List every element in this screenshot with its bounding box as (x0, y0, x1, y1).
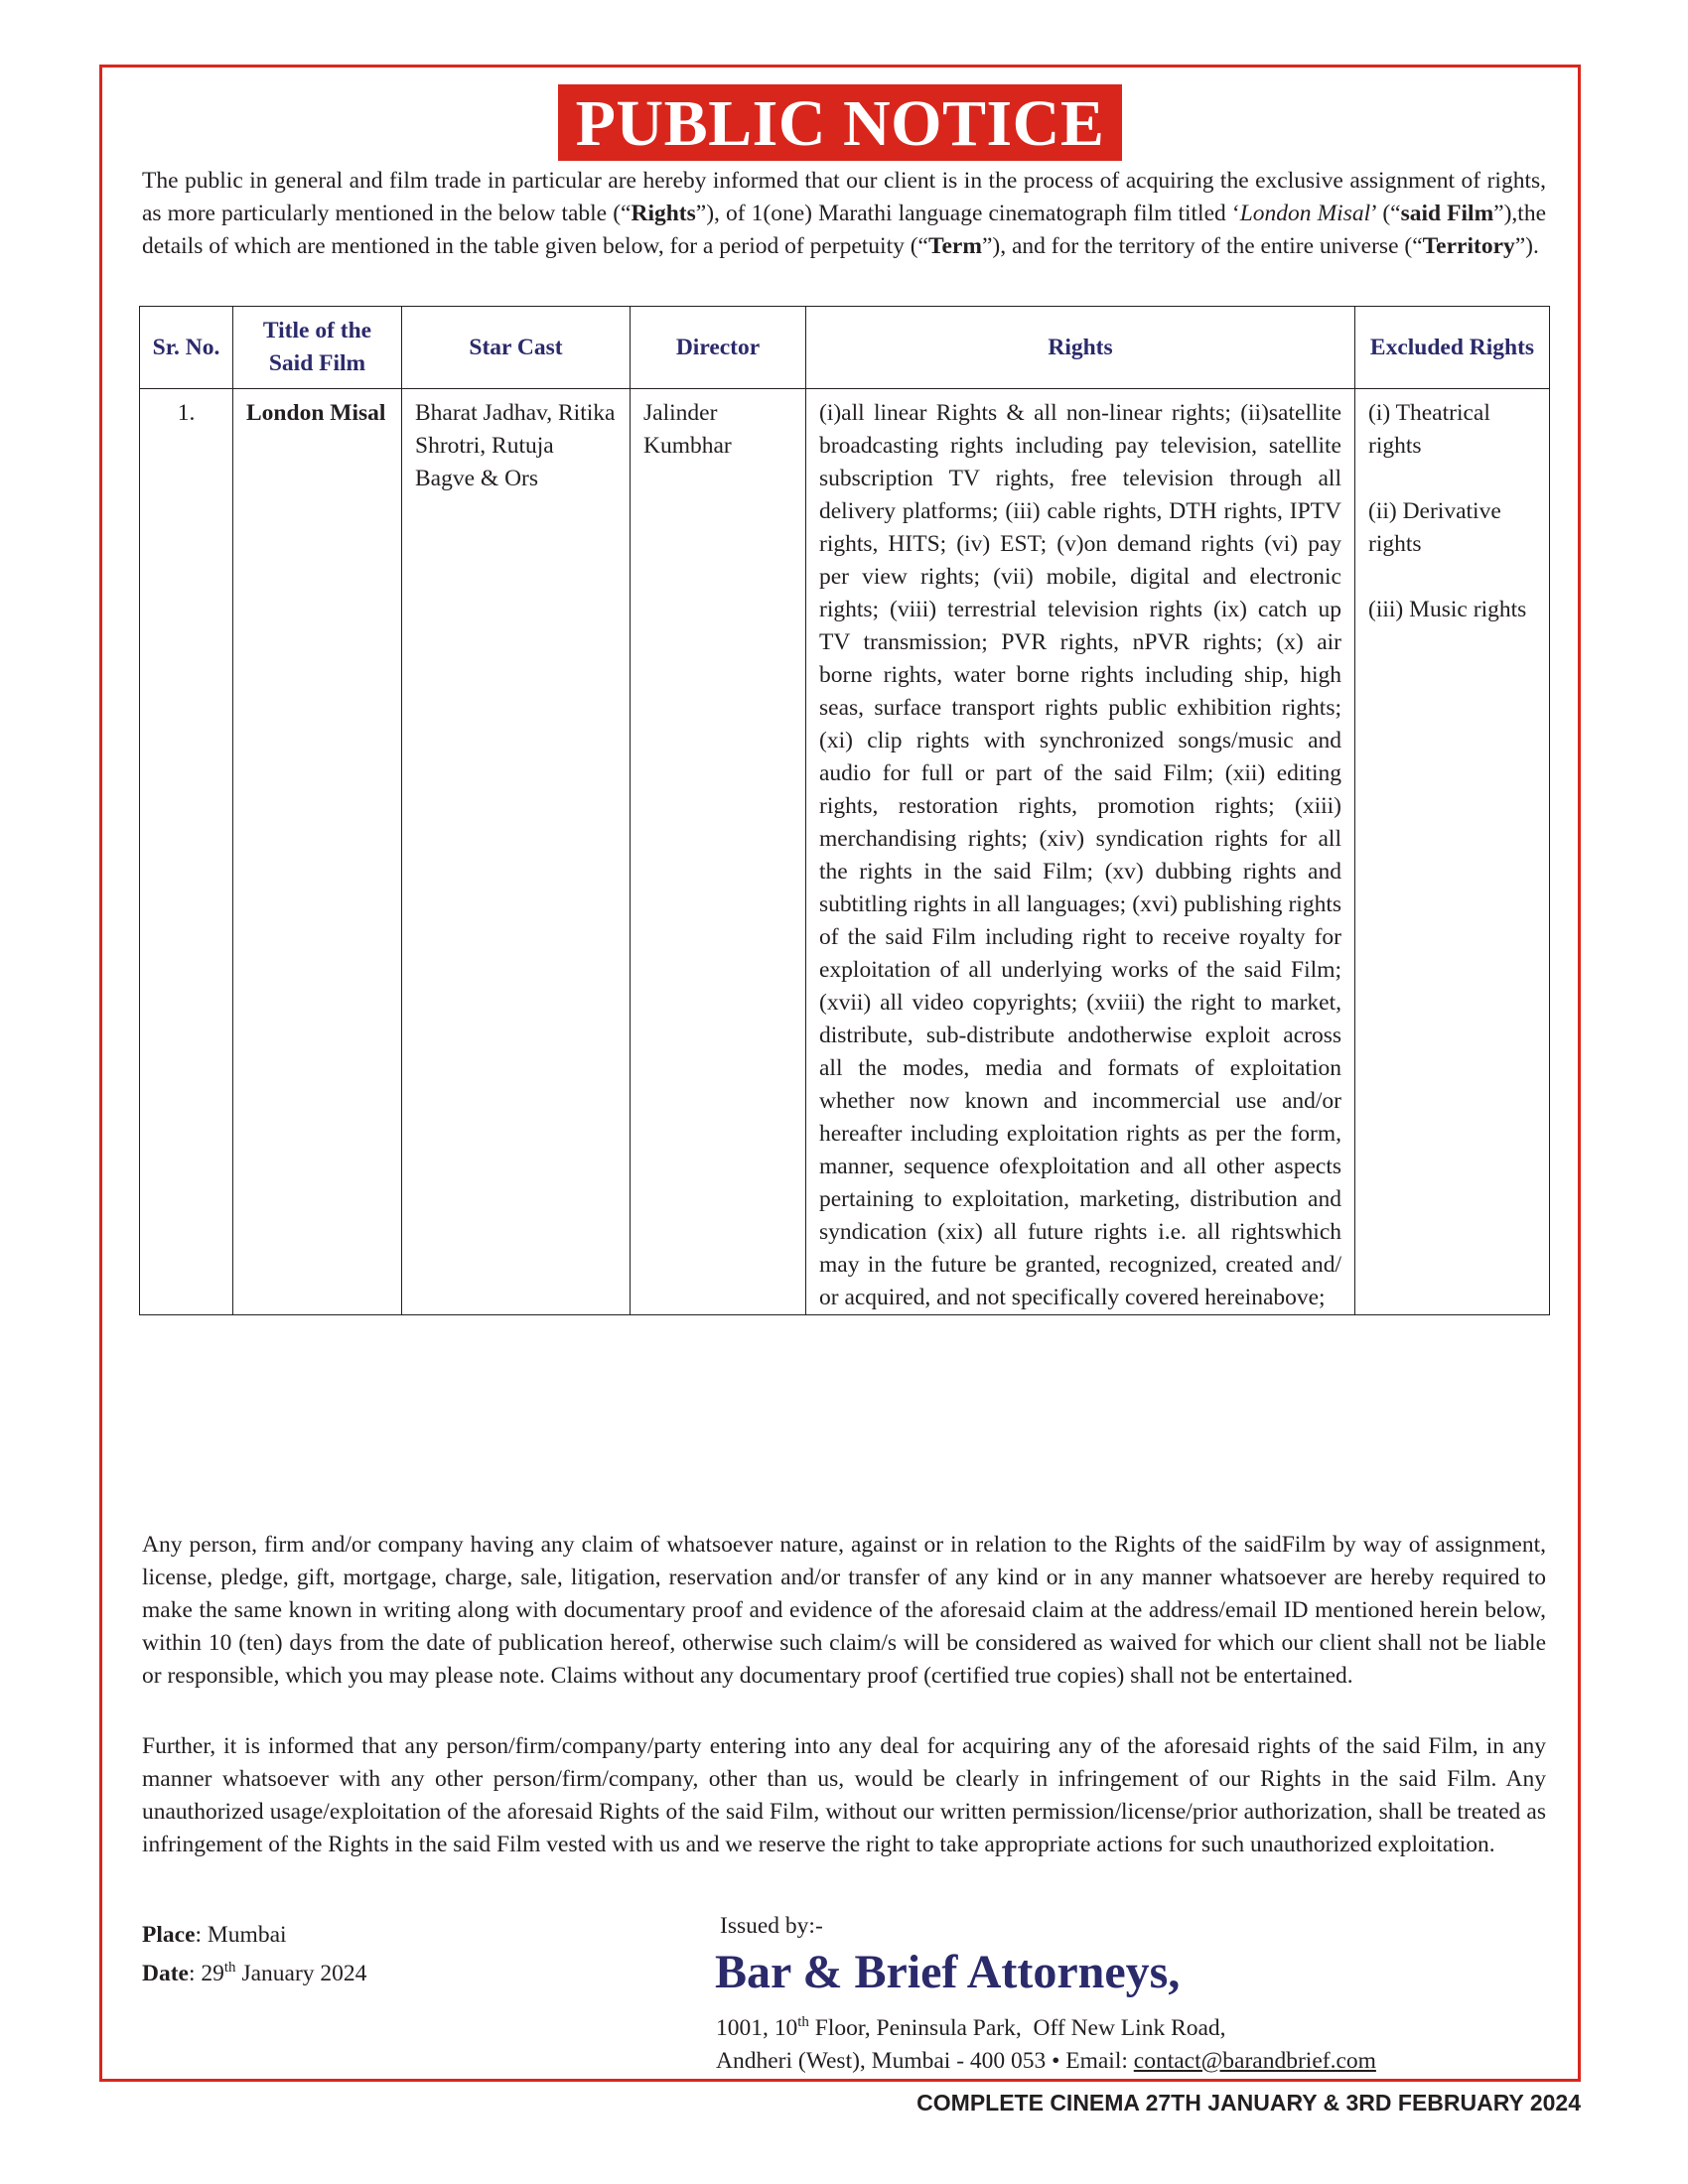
date-rest: January 2024 (235, 1960, 367, 1986)
cell-film-title (233, 389, 402, 1315)
cell-star-cast: Bharat Jadhav, Ritika Shrotri, Rutuja Bagve & Ors (402, 389, 631, 1315)
place-label: Place (142, 1922, 196, 1948)
excluded-item-music: (iii) Music rights (1368, 597, 1527, 622)
header-rights: Rights (806, 307, 1355, 389)
email-link[interactable]: contact@barandbrief.com (1133, 2047, 1376, 2074)
rights-term: Rights (631, 201, 696, 226)
header-excluded-rights: Excluded Rights (1355, 307, 1550, 389)
intro-text-1: The public in general and film trade in particular are hereby informed that our client is in the process of acquiring the exclusive assignment of rights, as more particularly mentioned in the below table (“ (142, 168, 1546, 226)
address-line-1-a: 1001, 10 (716, 2014, 798, 2041)
address-floor-suffix: th (797, 2014, 809, 2030)
date-suffix: th (223, 1960, 236, 1976)
title-wrap (102, 84, 1578, 161)
header-star-cast: Star Cast (402, 307, 631, 389)
intro-text-5: ”), and for the territory of the entire universe (“ (981, 233, 1423, 259)
cell-sr-no: 1. (140, 389, 233, 1315)
place-date-block (142, 1919, 366, 1990)
cell-film-title-text: London Misal (246, 400, 386, 426)
date-day: : 29 (188, 1960, 224, 1986)
cell-rights: (i)all linear Rights & all non-linear rights; (ii)satellite broadcasting rights including pay television, satellite subscription TV rights, free television through all delivery platforms; (iii) cable rights, DTH rights, IPTV rights, HITS; (iv) EST; (v)on demand rights (vi) pay per view rights; (vii) mobile, digital and electronic rights; (viii) terrestrial television rights (ix) catch up TV transmission; PVR rights, nPVR rights; (x) air borne rights, water borne rights including ship, high seas, surface transport rights public exhibition rights; (xi) clip rights with synchronized songs/music and audio for full or part of the said Film; (xii) editing rights, restoration rights, promotion rights; (xiii) merchandising rights; (xiv) syndication rights for all the rights in the said Film; (xv) dubbing rights and subtitling rights in all languages; (xvi) publishing rights of the said Film including right to receive royalty for exploitation of all underlying works of the said Film; (xvii) all video copyrights; (xviii) the right to market, distribute, sub-distribute andotherwise exploit across all the modes, media and formats of exploitation whether now known and incommercial use and/or hereafter including exploitation rights as per the form, manner, sequence ofexploitation and all other aspects pertaining to exploitation, marketing, distribution and syndication (xix) all future rights i.e. all rightswhich may in the future be granted, recognized, created and/ or acquired, and not specifically covered hereinabove; (806, 389, 1355, 1315)
header-sr-no: Sr. No. (140, 307, 233, 389)
excluded-item-derivative: (ii) Derivative rights (1368, 498, 1501, 557)
date-line (142, 1952, 366, 1990)
excluded-item-theatrical: (i) Theatrical rights (1368, 400, 1490, 459)
claim-paragraph: Any person, firm and/or company having any claim of whatsoever nature, against or in relation to the Rights of the saidFilm by way of assignment, license, pledge, gift, mortgage, charge, sale, litigation, reservation and/or transfer of any kind or in any manner whatsoever are hereby required to make the same known in writing along with documentary proof and evidence of the aforesaid claim at the address/email ID mentioned herein below, within 10 (ten) days from the date of publication hereof, otherwise such claim/s will be considered as waived for which our client shall not be liable or responsible, which you may please note. Claims without any documentary proof (certified true copies) shall not be entertained. (142, 1532, 1546, 1689)
address-line-2 (716, 2045, 1376, 2078)
notice-frame (99, 65, 1581, 2082)
table-row (140, 389, 1550, 1315)
intro-text-2: ”), of 1(one) Marathi language cinematograph film titled ‘ (695, 201, 1240, 226)
place-line (142, 1919, 366, 1952)
issued-by-label: Issued by:- (720, 1913, 823, 1939)
intro-text-3: ’ (“ (1370, 201, 1401, 226)
address-line-1-b: Floor, Peninsula Park, Off New Link Road, (808, 2014, 1226, 2041)
intro-text-6: ”). (1514, 233, 1539, 259)
table-header-row (140, 307, 1550, 389)
date-label: Date (142, 1960, 189, 1986)
cell-director: Jalinder Kumbhar (631, 389, 806, 1315)
period-term: Term (927, 233, 982, 259)
further-paragraph: Further, it is informed that any person/firm/company/party entering into any deal for acquiring any of the aforesaid rights of the said Film, in any manner whatsoever with any other person/firm/company, other than us, would be clearly in infringement of our Rights in the said Film. Any unauthorized usage/exploitation of the aforesaid Rights of the said Film, without our written permission/license/prior authorization, shall be treated as infringement of the Rights in the said Film vested with us and we reserve the right to take appropriate actions for such unauthorized exploitation. (142, 1733, 1546, 1857)
header-film-title: Title of the Said Film (233, 307, 402, 389)
place-value: : Mumbai (195, 1922, 287, 1948)
intro-paragraph (142, 165, 1546, 263)
address-line-2-text: Andheri (West), Mumbai - 400 053 • Email: (716, 2047, 1134, 2074)
rights-table (139, 306, 1550, 1315)
film-title-italic: London Misal (1239, 201, 1371, 226)
firm-name: Bar & Brief Attorneys, (715, 1946, 1181, 1998)
cell-excluded-rights (1355, 389, 1550, 1315)
firm-address (716, 2006, 1376, 2078)
publication-footer: COMPLETE CINEMA 27TH JANUARY & 3RD FEBRUARY 2024 (916, 2090, 1581, 2116)
address-line-1 (716, 2006, 1376, 2045)
notice-title: PUBLIC NOTICE (558, 84, 1123, 161)
intro-text-4: ”),the details of which are mentioned in the table given below, for a period of perpetuity (“ (142, 201, 1546, 259)
territory-term: Territory (1422, 233, 1515, 259)
header-director: Director (631, 307, 806, 389)
film-term: said Film (1400, 201, 1494, 226)
